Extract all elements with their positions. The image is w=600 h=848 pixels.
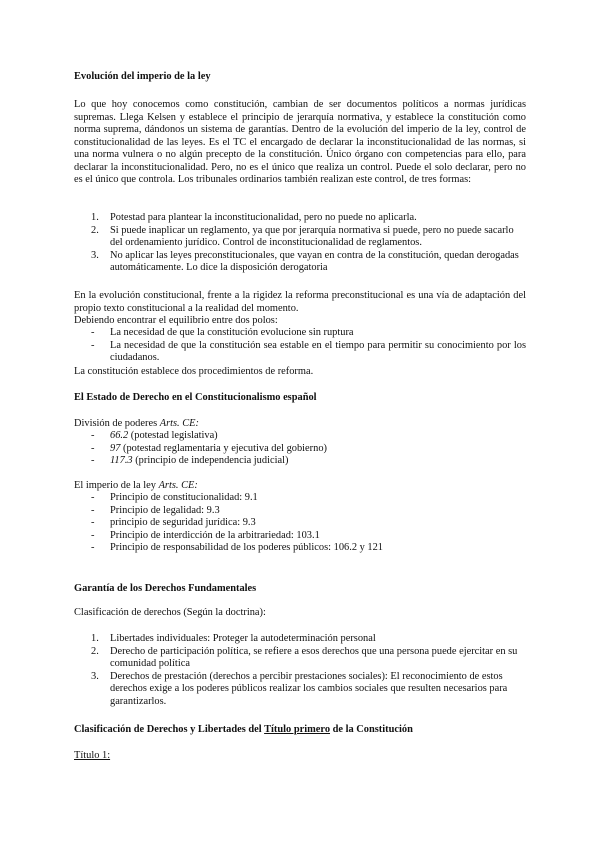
list-item: 1. Libertades individuales: Proteger la autodeterminación personal <box>91 633 376 644</box>
section-title-garantia: Garantía de los Derechos Fundamentales <box>74 583 257 594</box>
division-poderes-intro: División de poderes Arts. CE: <box>74 418 199 429</box>
list-item: - 117.3 (principio de independencia judicial) <box>91 455 289 466</box>
list-item: - La necesidad de que la constitución sea estable en el tiempo para permitir su conocimiento por los ciudadanos. <box>91 339 526 363</box>
list-item: 2. Si puede inaplicar un reglamento, ya que por jerarquía normativa si puede, pero no puede sacarlo del ordenamiento jurídico. Control de inconstitucionalidad de reglamentos. <box>91 224 514 248</box>
clasificacion-derechos-list <box>74 633 526 708</box>
section-title-estado-derecho: El Estado de Derecho en el Constitucionalismo español <box>74 392 317 403</box>
list-item: 3. No aplicar las leyes preconstitucionales, que vayan en contra de la constitución, quedan derogadas automáticamente. Lo dice la disposición derogatoria <box>91 249 519 273</box>
list-item: - 66.2 (potestad legislativa) <box>91 430 218 441</box>
poles-list <box>74 327 526 365</box>
control-forms-list <box>74 212 526 275</box>
list-item: - Principio de constitucionalidad: 9.1 <box>91 492 258 503</box>
paragraph-reforma: La constitución establece dos procedimientos de reforma. <box>74 366 314 377</box>
paragraph-evolucion-constitucional: En la evolución constitucional, frente a la rigidez la reforma preconstitucional es una vía de adaptación del propio texto constitucional a la realidad del momento. <box>74 290 526 314</box>
imperio-ley-list <box>74 492 526 555</box>
clasificacion-intro: Clasificación de derechos (Según la doctrina): <box>74 607 266 618</box>
list-item: - 97 (potestad reglamentaria y ejecutiva del gobierno) <box>91 442 327 454</box>
list-item: 2. Derecho de participación política, se refiere a esos derechos que una persona puede ejercitar en su comunidad política <box>91 645 518 669</box>
paragraph-constitucion: Lo que hoy conocemos como constitución, cambian de ser documentos políticos a normas jurídicas supremas. Llega Kelsen y establece el principio de jerarquía normativa, y establece la constitución como norma suprema, dándonos un sistema de garantías. Dentro de la evolución del imperio de la ley, control de constitucionalidad de las leyes. Es el TC el encargado de declarar la inconstitucionalidad de las normas, si una norma vulnera o no algún precepto de la constitución. Único órgano con competencias para ello, para declarar la inconstitucionalidad. Pero, no es el único que realiza un control. Puede el solo declarar, pero no es el único que controla. Los tribunales ordinarios también realizan este control, de tres formas: <box>74 99 526 185</box>
list-item: - principio de seguridad jurídica: 9.3 <box>91 517 256 528</box>
section-title-evolucion: Evolución del imperio de la ley <box>74 71 211 82</box>
division-poderes-list <box>74 430 526 468</box>
list-item: - Principio de legalidad: 9.3 <box>91 504 220 516</box>
list-item: - Principio de interdicción de la arbitrariedad: 103.1 <box>91 529 320 541</box>
titulo-primero-underlined: Título primero <box>264 724 331 735</box>
titulo-1-heading: Título 1: <box>74 750 111 761</box>
list-item: 1. Potestad para plantear la inconstitucionalidad, pero no puede no aplicarla. <box>91 212 417 223</box>
imperio-ley-intro: El imperio de la ley Arts. CE: <box>74 480 198 491</box>
list-item: - Principio de responsabilidad de los poderes públicos: 106.2 y 121 <box>91 542 384 553</box>
list-item: 3. Derechos de prestación (derechos a percibir prestaciones sociales): El reconocimiento de estos derechos exige a los poderes públicos realizar los cambios sociales que resulten necesarios para garantizarlos. <box>91 670 508 707</box>
poles-intro: Debiendo encontrar el equilibrio entre dos polos: <box>74 315 278 326</box>
list-item: - La necesidad de que la constitución evolucione sin ruptura <box>91 327 354 338</box>
section-title-clasificacion-titulo-primero: Clasificación de Derechos y Libertades del Título primero de la Constitución <box>74 724 413 735</box>
